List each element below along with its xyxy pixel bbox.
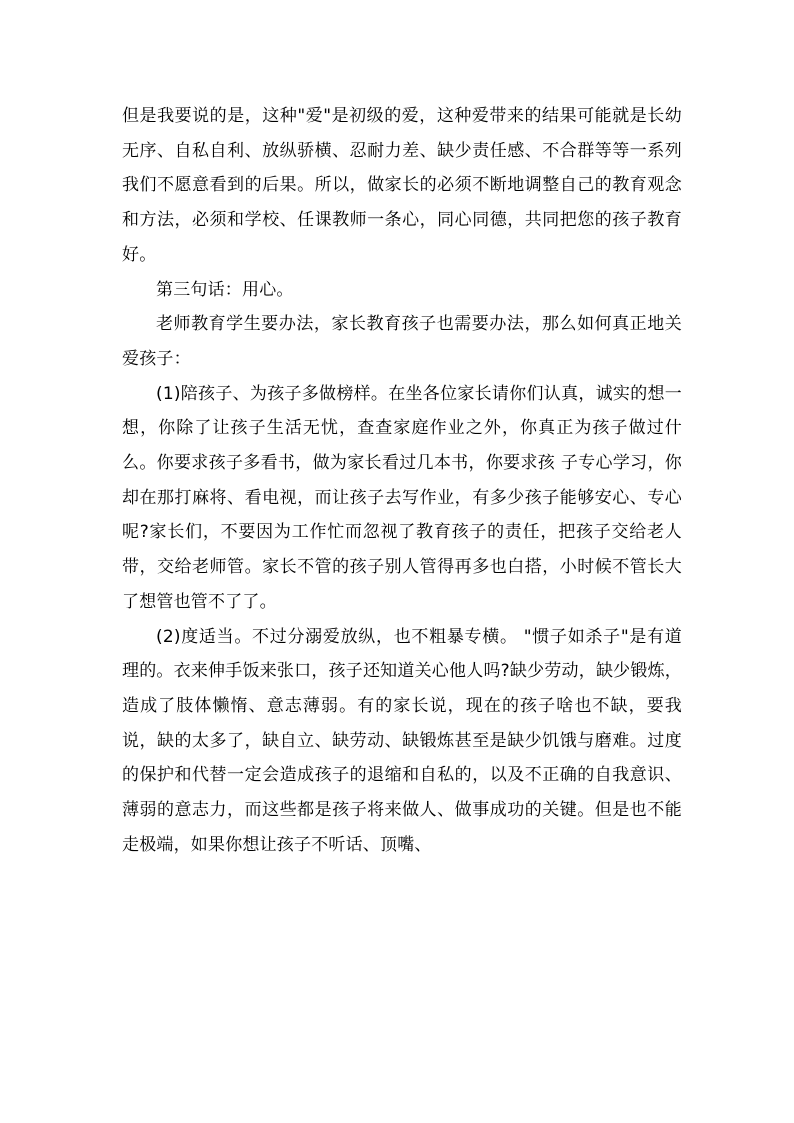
paragraph-conclusion: 但是我要说的是，这种"爱"是初级的爱，这种爱带来的结果可能就是长幼无序、自私自利、放纵骄横、忍耐力差、缺少责任感、不合群等等一系列我们不愿意看到的后果。所以，做家长的必须不断地调整自己的教育观念和方法，必须和学校、任课教师一条心，同心同德，共同把您的孩子教育好。 <box>122 106 682 265</box>
paragraph-intro-methods: 老师教育学生要办法，家长教育孩子也需要办法，那么如何真正地关爱孩子： <box>122 314 682 369</box>
body-text <box>122 99 682 862</box>
paragraph-point-1: (1)陪孩子、为孩子多做榜样。在坐各位家长请你们认真，诚实的想一想，你除了让孩子生活无忧，查查家庭作业之外，你真正为孩子做过什么。你要求孩子多看书，做为家长看过几本书，你要求孩 子专心学习，你却在那打麻将、看电视，而让孩子去写作业，有多少孩子能够安心、专心呢?家长们，不要因为工作忙而忽视了教育孩子的责任，把孩子交给老人带，交给老师管。家长不管的孩子别人管得再多也白搭，小时候不管长大了想管也管不了了。 <box>122 383 682 612</box>
paragraph-point-2: (2)度适当。不过分溺爱放纵，也不粗暴专横。 "惯子如杀子"是有道理的。衣来伸手饭来张口，孩子还知道关心他人吗?缺少劳动，缺少锻炼，造成了肢体懒惰、意志薄弱。有的家长说，现在的孩子啥也不缺，要我说，缺的太多了，缺自立、缺劳动、缺锻炼甚至是缺少饥饿与磨难。过度的保护和代替一定会造成孩子的退缩和自私的，以及不正确的自我意识、薄弱的意志力，而这些都是孩子将来做人、做事成功的关键。但是也不能走极端，如果你想让孩子不听话、顶嘴、 <box>122 626 682 855</box>
section-heading-third-point: 第三句话：用心。 <box>156 279 294 300</box>
